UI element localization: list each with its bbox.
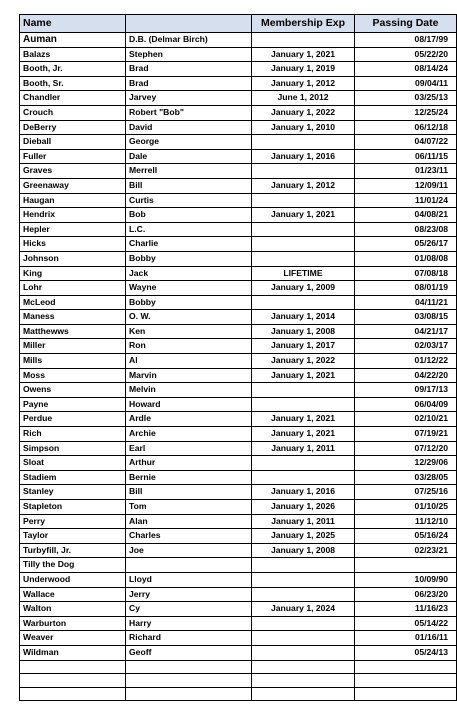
table-row: [20, 687, 457, 701]
cell-passing-date: 07/12/20: [355, 441, 457, 456]
table-row: [20, 572, 457, 587]
cell-membership-exp: January 1, 2021: [252, 412, 355, 427]
cell-last-name: Rich: [20, 427, 126, 442]
cell-last-name: Maness: [20, 310, 126, 325]
table-row: [20, 339, 457, 354]
cell-last-name: Johnson: [20, 251, 126, 266]
cell-last-name: Perry: [20, 514, 126, 529]
cell-first-name: Richard: [126, 631, 252, 646]
cell-last-name: Lohr: [20, 281, 126, 296]
cell-last-name: Taylor: [20, 529, 126, 544]
cell-membership-exp: January 1, 2011: [252, 514, 355, 529]
table-row: [20, 324, 457, 339]
cell-first-name: [126, 674, 252, 688]
cell-first-name: Charlie: [126, 237, 252, 252]
table-row: [20, 602, 457, 617]
cell-passing-date: 07/25/16: [355, 485, 457, 500]
cell-passing-date: 01/08/08: [355, 251, 457, 266]
cell-first-name: Wayne: [126, 281, 252, 296]
cell-first-name: [126, 687, 252, 701]
cell-last-name: Hicks: [20, 237, 126, 252]
cell-membership-exp: [252, 558, 355, 573]
cell-first-name: Curtis: [126, 193, 252, 208]
cell-first-name: Archie: [126, 427, 252, 442]
cell-passing-date: 01/12/22: [355, 354, 457, 369]
cell-last-name: Miller: [20, 339, 126, 354]
cell-passing-date: 11/01/24: [355, 193, 457, 208]
cell-membership-exp: [252, 251, 355, 266]
cell-first-name: Bob: [126, 208, 252, 223]
cell-first-name: Brad: [126, 76, 252, 91]
table-row: [20, 222, 457, 237]
cell-membership-exp: [252, 660, 355, 674]
cell-membership-exp: January 1, 2021: [252, 47, 355, 62]
cell-last-name: Warburton: [20, 616, 126, 631]
header-name: Name: [20, 15, 126, 33]
table-row: [20, 456, 457, 471]
table-row: [20, 543, 457, 558]
cell-first-name: George: [126, 135, 252, 150]
cell-first-name: Charles: [126, 529, 252, 544]
cell-membership-exp: [252, 616, 355, 631]
cell-passing-date: 12/25/24: [355, 105, 457, 120]
header-first-name: [126, 15, 252, 33]
cell-last-name: Moss: [20, 368, 126, 383]
cell-passing-date: 03/28/05: [355, 470, 457, 485]
cell-first-name: Dale: [126, 149, 252, 164]
cell-last-name: Balazs: [20, 47, 126, 62]
table-row: [20, 149, 457, 164]
cell-passing-date: 04/22/20: [355, 368, 457, 383]
cell-first-name: Bobby: [126, 251, 252, 266]
cell-last-name: [20, 660, 126, 674]
cell-last-name: Chandler: [20, 91, 126, 106]
cell-last-name: Payne: [20, 397, 126, 412]
cell-membership-exp: LIFETIME: [252, 266, 355, 281]
cell-last-name: Sloat: [20, 456, 126, 471]
cell-last-name: Crouch: [20, 105, 126, 120]
cell-first-name: Jarvey: [126, 91, 252, 106]
table-row: [20, 251, 457, 266]
cell-first-name: Ron: [126, 339, 252, 354]
table-header: [20, 15, 457, 33]
header-row: [20, 15, 457, 33]
cell-passing-date: 09/17/13: [355, 383, 457, 398]
cell-last-name: Booth, Sr.: [20, 76, 126, 91]
table-row: [20, 616, 457, 631]
table-row: [20, 470, 457, 485]
cell-last-name: [20, 674, 126, 688]
cell-first-name: L.C.: [126, 222, 252, 237]
table-row: [20, 660, 457, 674]
cell-last-name: Fuller: [20, 149, 126, 164]
table-row: [20, 354, 457, 369]
table-row: [20, 91, 457, 106]
cell-membership-exp: January 1, 2026: [252, 500, 355, 515]
cell-first-name: Al: [126, 354, 252, 369]
cell-last-name: Hendrix: [20, 208, 126, 223]
table-row: [20, 441, 457, 456]
cell-passing-date: 11/16/23: [355, 602, 457, 617]
cell-first-name: Brad: [126, 62, 252, 77]
cell-first-name: Geoff: [126, 645, 252, 660]
cell-membership-exp: January 1, 2022: [252, 354, 355, 369]
cell-membership-exp: [252, 687, 355, 701]
cell-passing-date: 11/12/10: [355, 514, 457, 529]
cell-membership-exp: January 1, 2019: [252, 62, 355, 77]
cell-last-name: Underwood: [20, 572, 126, 587]
cell-membership-exp: January 1, 2024: [252, 602, 355, 617]
table-row: [20, 47, 457, 62]
cell-first-name: Arthur: [126, 456, 252, 471]
cell-last-name: Auman: [20, 33, 126, 48]
cell-last-name: Simpson: [20, 441, 126, 456]
cell-first-name: David: [126, 120, 252, 135]
cell-membership-exp: [252, 631, 355, 646]
cell-first-name: [126, 660, 252, 674]
header-passing-date: Passing Date: [355, 15, 457, 33]
cell-membership-exp: [252, 222, 355, 237]
cell-membership-exp: January 1, 2017: [252, 339, 355, 354]
cell-first-name: Tom: [126, 500, 252, 515]
cell-first-name: Bobby: [126, 295, 252, 310]
table-row: [20, 33, 457, 48]
cell-passing-date: 03/25/13: [355, 91, 457, 106]
cell-membership-exp: January 1, 2025: [252, 529, 355, 544]
cell-last-name: Tilly the Dog: [20, 558, 126, 573]
cell-last-name: [20, 687, 126, 701]
cell-passing-date: 05/22/20: [355, 47, 457, 62]
table-row: [20, 237, 457, 252]
cell-last-name: Stapleton: [20, 500, 126, 515]
cell-last-name: Booth, Jr.: [20, 62, 126, 77]
cell-membership-exp: January 1, 2012: [252, 76, 355, 91]
cell-first-name: Bill: [126, 485, 252, 500]
cell-last-name: Turbyfill, Jr.: [20, 543, 126, 558]
cell-passing-date: 05/16/24: [355, 529, 457, 544]
cell-passing-date: 05/26/17: [355, 237, 457, 252]
cell-membership-exp: January 1, 2010: [252, 120, 355, 135]
cell-first-name: Marvin: [126, 368, 252, 383]
cell-last-name: King: [20, 266, 126, 281]
table-row: [20, 412, 457, 427]
cell-membership-exp: [252, 674, 355, 688]
table-row: [20, 164, 457, 179]
cell-first-name: Lloyd: [126, 572, 252, 587]
cell-first-name: Stephen: [126, 47, 252, 62]
cell-passing-date: 05/14/22: [355, 616, 457, 631]
cell-membership-exp: January 1, 2021: [252, 427, 355, 442]
cell-membership-exp: [252, 295, 355, 310]
cell-last-name: Stanley: [20, 485, 126, 500]
cell-passing-date: 06/23/20: [355, 587, 457, 602]
membership-table: [19, 14, 457, 701]
cell-last-name: Haugan: [20, 193, 126, 208]
cell-passing-date: 07/08/18: [355, 266, 457, 281]
table-row: [20, 587, 457, 602]
cell-passing-date: [355, 687, 457, 701]
table-row: [20, 558, 457, 573]
cell-passing-date: 01/10/25: [355, 500, 457, 515]
cell-membership-exp: [252, 135, 355, 150]
table-row: [20, 105, 457, 120]
cell-first-name: Ken: [126, 324, 252, 339]
cell-passing-date: 06/12/18: [355, 120, 457, 135]
cell-passing-date: 05/24/13: [355, 645, 457, 660]
cell-membership-exp: [252, 33, 355, 48]
cell-membership-exp: January 1, 2016: [252, 485, 355, 500]
cell-passing-date: 08/17/99: [355, 33, 457, 48]
cell-first-name: Harry: [126, 616, 252, 631]
cell-passing-date: 08/01/19: [355, 281, 457, 296]
cell-membership-exp: [252, 237, 355, 252]
cell-membership-exp: January 1, 2008: [252, 324, 355, 339]
cell-membership-exp: [252, 164, 355, 179]
table-row: [20, 295, 457, 310]
cell-passing-date: [355, 660, 457, 674]
cell-membership-exp: [252, 587, 355, 602]
cell-passing-date: 01/16/11: [355, 631, 457, 646]
cell-passing-date: 12/09/11: [355, 178, 457, 193]
cell-membership-exp: January 1, 2016: [252, 149, 355, 164]
cell-last-name: Weaver: [20, 631, 126, 646]
cell-passing-date: 12/29/06: [355, 456, 457, 471]
cell-first-name: Bill: [126, 178, 252, 193]
cell-first-name: Jack: [126, 266, 252, 281]
cell-last-name: McLeod: [20, 295, 126, 310]
cell-membership-exp: January 1, 2009: [252, 281, 355, 296]
table-row: [20, 397, 457, 412]
cell-last-name: Walton: [20, 602, 126, 617]
cell-membership-exp: January 1, 2014: [252, 310, 355, 325]
cell-passing-date: 07/19/21: [355, 427, 457, 442]
header-membership-exp: Membership Exp: [252, 15, 355, 33]
table-row: [20, 485, 457, 500]
table-row: [20, 208, 457, 223]
cell-last-name: Wildman: [20, 645, 126, 660]
cell-first-name: Alan: [126, 514, 252, 529]
table-row: [20, 368, 457, 383]
cell-first-name: Earl: [126, 441, 252, 456]
cell-membership-exp: [252, 470, 355, 485]
cell-membership-exp: January 1, 2021: [252, 208, 355, 223]
table-row: [20, 120, 457, 135]
table-row: [20, 76, 457, 91]
cell-membership-exp: [252, 456, 355, 471]
cell-passing-date: 03/08/15: [355, 310, 457, 325]
cell-passing-date: 08/23/08: [355, 222, 457, 237]
cell-last-name: Hepler: [20, 222, 126, 237]
table-row: [20, 135, 457, 150]
cell-passing-date: 04/21/17: [355, 324, 457, 339]
cell-last-name: Mills: [20, 354, 126, 369]
cell-first-name: Merrell: [126, 164, 252, 179]
cell-membership-exp: January 1, 2011: [252, 441, 355, 456]
cell-passing-date: [355, 558, 457, 573]
cell-passing-date: 06/04/09: [355, 397, 457, 412]
cell-last-name: DeBerry: [20, 120, 126, 135]
cell-first-name: [126, 558, 252, 573]
cell-last-name: Wallace: [20, 587, 126, 602]
table-row: [20, 178, 457, 193]
cell-passing-date: 01/23/11: [355, 164, 457, 179]
cell-last-name: Matthewws: [20, 324, 126, 339]
table-row: [20, 266, 457, 281]
cell-first-name: D.B. (Delmar Birch): [126, 33, 252, 48]
table-body: [20, 33, 457, 701]
cell-membership-exp: June 1, 2012: [252, 91, 355, 106]
table-row: [20, 631, 457, 646]
cell-first-name: Robert "Bob": [126, 105, 252, 120]
cell-passing-date: 04/08/21: [355, 208, 457, 223]
cell-passing-date: 04/07/22: [355, 135, 457, 150]
cell-first-name: Joe: [126, 543, 252, 558]
cell-last-name: Owens: [20, 383, 126, 398]
table-row: [20, 281, 457, 296]
cell-first-name: Howard: [126, 397, 252, 412]
table-row: [20, 529, 457, 544]
cell-first-name: Bernie: [126, 470, 252, 485]
cell-passing-date: 04/11/21: [355, 295, 457, 310]
table-row: [20, 193, 457, 208]
cell-passing-date: 08/14/24: [355, 62, 457, 77]
cell-first-name: Cy: [126, 602, 252, 617]
cell-passing-date: 02/03/17: [355, 339, 457, 354]
table-row: [20, 427, 457, 442]
cell-passing-date: 02/23/21: [355, 543, 457, 558]
cell-membership-exp: [252, 383, 355, 398]
cell-membership-exp: January 1, 2021: [252, 368, 355, 383]
cell-membership-exp: January 1, 2022: [252, 105, 355, 120]
cell-membership-exp: [252, 645, 355, 660]
cell-passing-date: [355, 674, 457, 688]
cell-membership-exp: [252, 572, 355, 587]
cell-membership-exp: [252, 193, 355, 208]
cell-passing-date: 09/04/11: [355, 76, 457, 91]
cell-membership-exp: [252, 397, 355, 412]
table-row: [20, 62, 457, 77]
cell-first-name: Ardle: [126, 412, 252, 427]
cell-last-name: Perdue: [20, 412, 126, 427]
cell-passing-date: 06/11/15: [355, 149, 457, 164]
cell-first-name: O. W.: [126, 310, 252, 325]
cell-first-name: Jerry: [126, 587, 252, 602]
cell-last-name: Stadiem: [20, 470, 126, 485]
table-row: [20, 310, 457, 325]
table-row: [20, 514, 457, 529]
cell-first-name: Melvin: [126, 383, 252, 398]
cell-last-name: Dieball: [20, 135, 126, 150]
table-row: [20, 383, 457, 398]
cell-membership-exp: January 1, 2008: [252, 543, 355, 558]
cell-passing-date: 02/10/21: [355, 412, 457, 427]
table-row: [20, 500, 457, 515]
cell-last-name: Graves: [20, 164, 126, 179]
cell-passing-date: 10/09/90: [355, 572, 457, 587]
cell-last-name: Greenaway: [20, 178, 126, 193]
table-row: [20, 645, 457, 660]
table-row: [20, 674, 457, 688]
cell-membership-exp: January 1, 2012: [252, 178, 355, 193]
